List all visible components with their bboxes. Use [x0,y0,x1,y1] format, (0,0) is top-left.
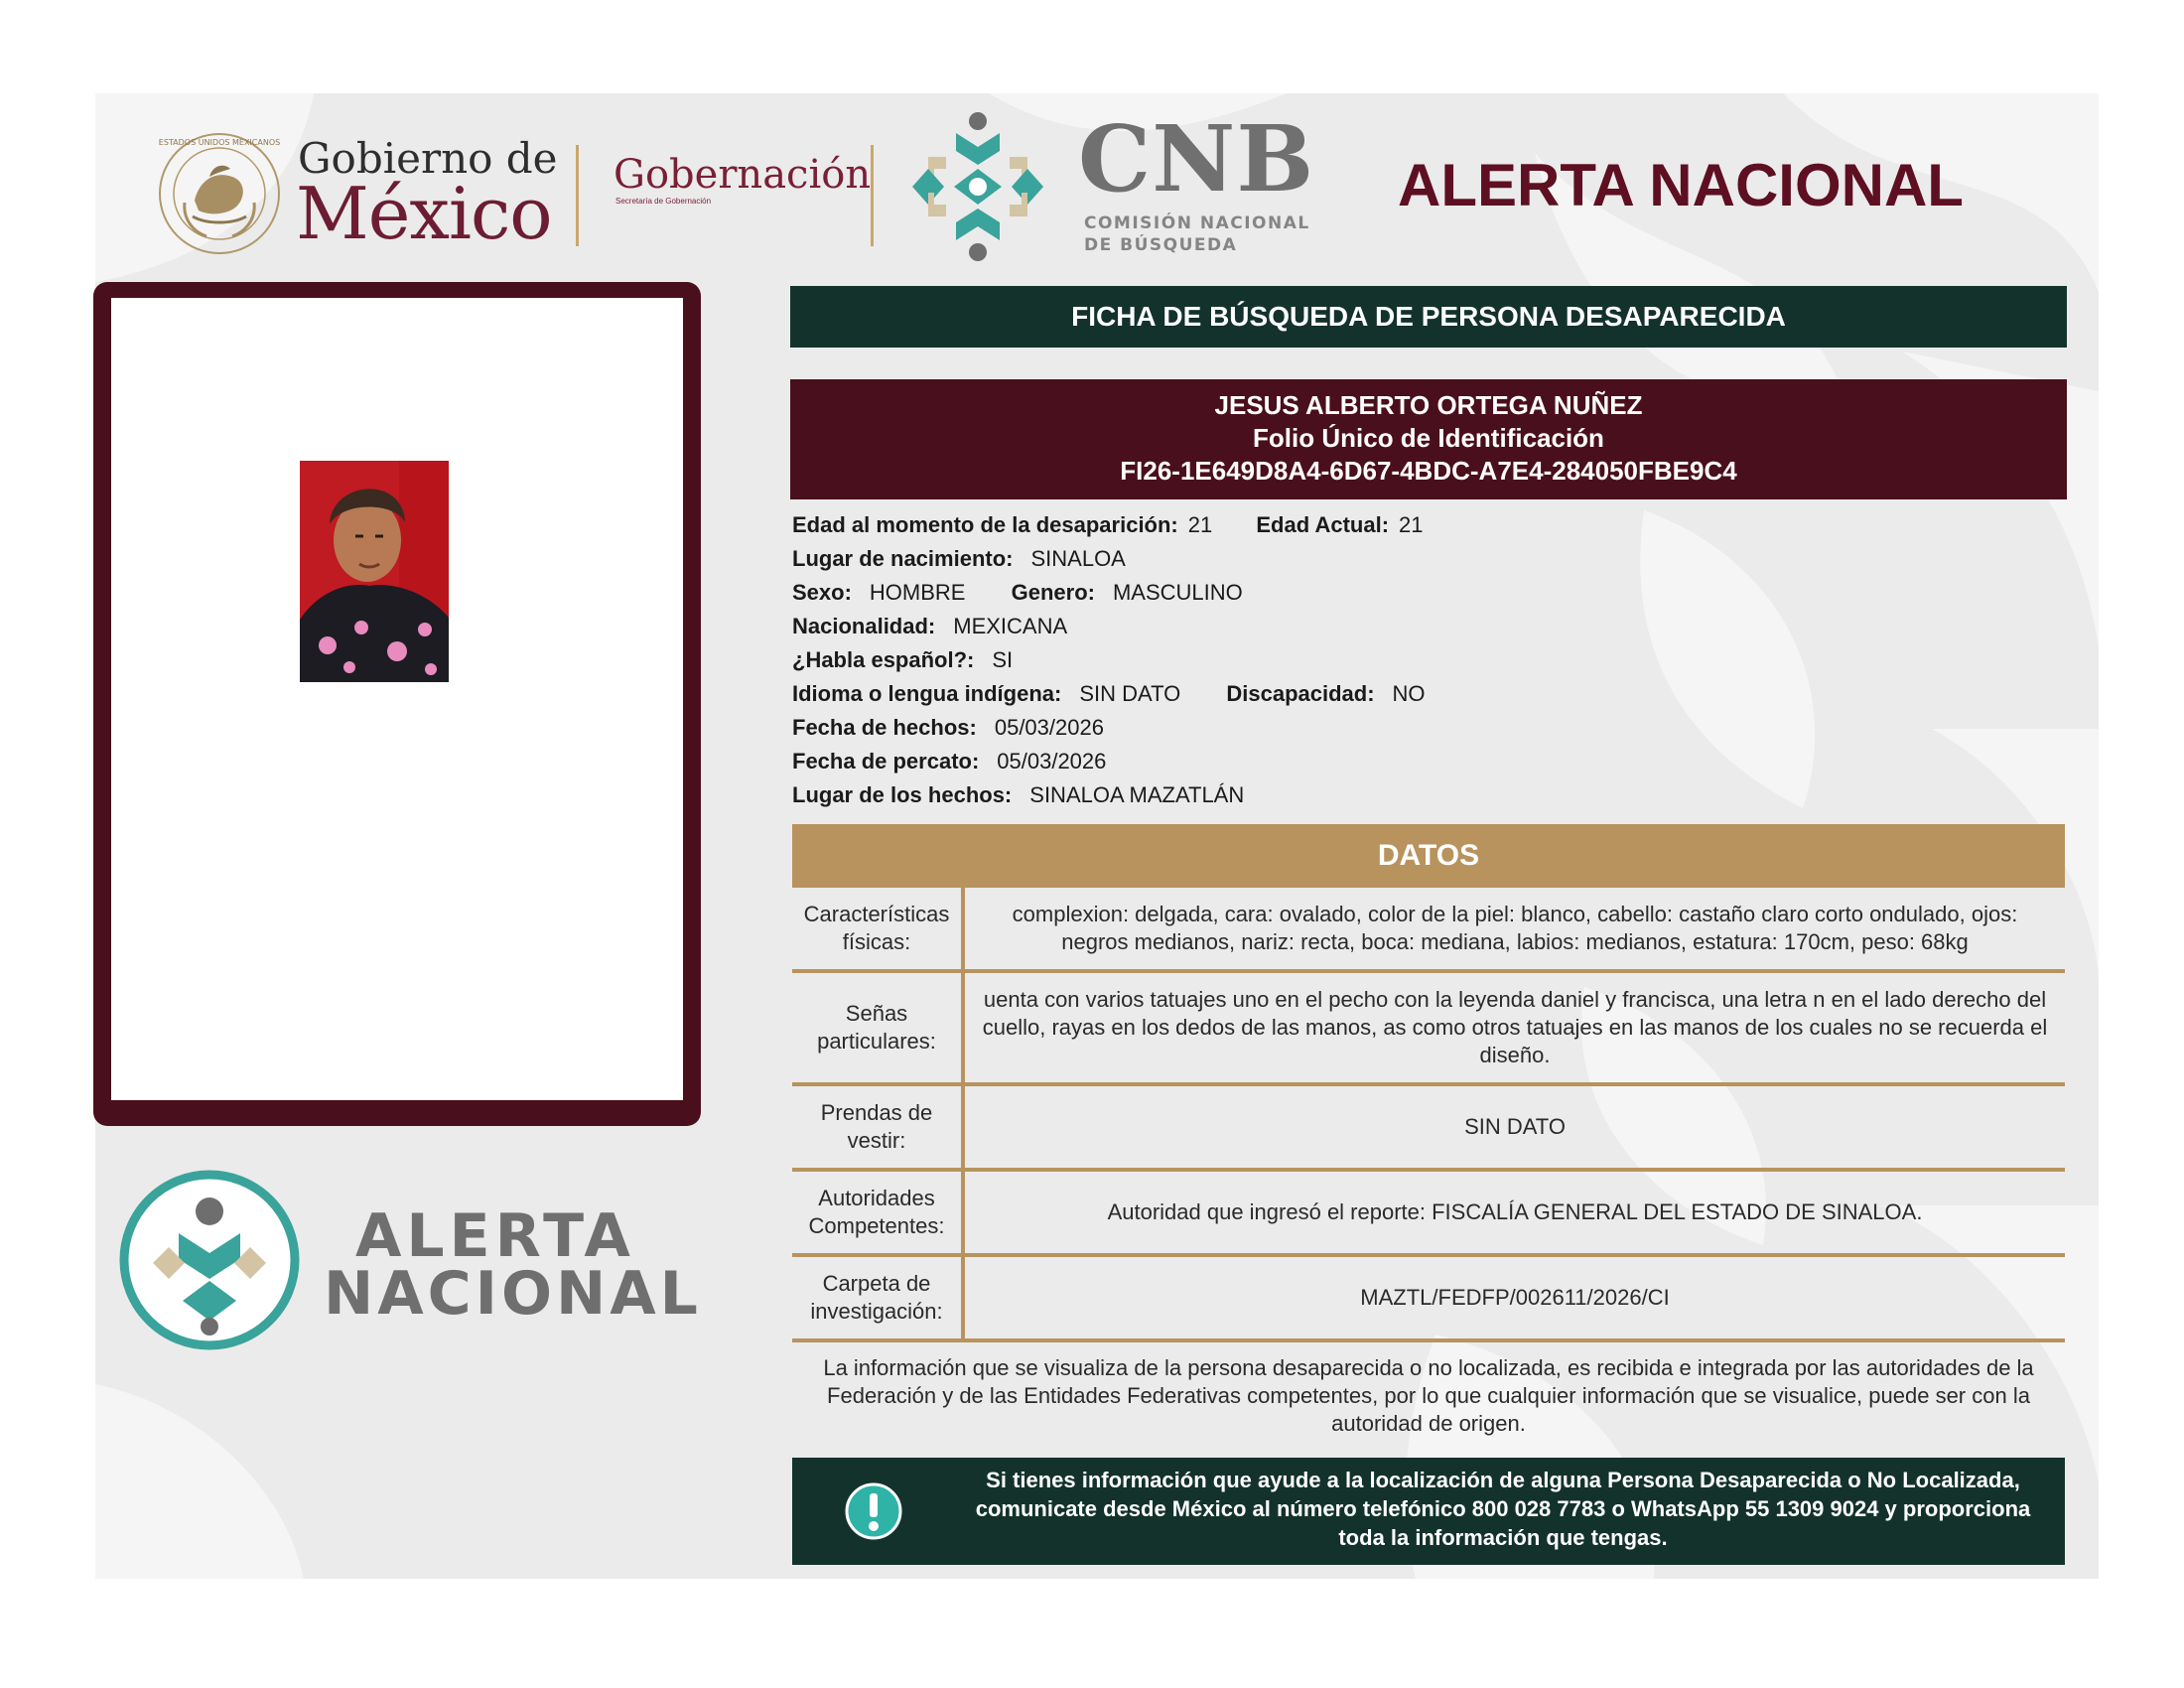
mexico-text: México [296,172,552,255]
header-separator [871,145,874,246]
table-row [792,973,2065,1086]
folio-value: FI26-1E649D8A4-6D67-4BDC-A7E4-284050FBE9C4 [1120,456,1737,486]
header-separator [576,145,579,246]
field-value: 05/03/2026 [994,715,1104,740]
gobernacion-subtitle: Secretaría de Gobernación [615,197,712,206]
person-name: JESUS ALBERTO ORTEGA NUÑEZ [1214,390,1643,420]
footer-logo-line1: ALERTA [355,1201,635,1271]
contact-text: Si tienes información que ayude a la localización de alguna Persona Desaparecida o No Localizada, comunicate desde México al número telefónico 800 028 7783 o WhatsApp 55 1309 9024 y proporciona toda la información que tengas. [975,1468,2031,1550]
cnb-acronym: CNB [1078,105,1315,212]
table-row-label: Prendas de vestir: [792,1086,965,1168]
exclamation-icon [844,1481,903,1541]
person-photo [300,461,449,682]
info-row-fecha-percato [792,749,1106,774]
table-row-label: Carpeta de investigación: [792,1257,965,1338]
info-row-nacionalidad [792,614,1067,639]
table-row-value: MAZTL/FEDFP/002611/2026/CI [1360,1285,1670,1310]
field-value: SI [992,647,1014,672]
field-label: Sexo: [792,580,852,605]
table-row [792,1257,2065,1342]
table-row-label: Señas particulares: [792,973,965,1082]
info-row-sexo [792,580,1243,606]
field-label: Fecha de hechos: [792,715,977,740]
table-row-value: complexion: delgada, cara: ovalado, color de la piel: blanco, cabello: castaño claro corto ondulado, ojos: negros medianos, nariz: recta, boca: mediana, labios: medianos, estatura: 170cm, peso: 68kg [1012,902,2018,954]
field-value: 21 [1399,512,1424,537]
field-label: Fecha de percato: [792,749,980,774]
footer-logo-line2: NACIONAL [324,1259,702,1329]
field-value: HOMBRE [869,580,966,605]
field-value: 05/03/2026 [997,749,1107,774]
field-value: SINALOA [1030,546,1126,571]
table-row [792,1086,2065,1172]
gobierno-de-text: Gobierno de [298,134,558,183]
contact-bar [792,1458,2065,1565]
field-label: Lugar de nacimiento: [792,546,1014,571]
field-label: Nacionalidad: [792,614,936,638]
svg-text:ESTADOS UNIDOS MEXICANOS: ESTADOS UNIDOS MEXICANOS [158,138,281,147]
cnb-name-line2: DE BÚSQUEDA [1084,235,1238,255]
table-row [792,1172,2065,1257]
national-emblem-icon [155,129,284,258]
field-value: NO [1392,681,1426,706]
table-row-value: SIN DATO [1464,1114,1566,1139]
info-row-idioma [792,681,1426,707]
field-label: Genero: [1011,580,1095,605]
ficha-title-bar: FICHA DE BÚSQUEDA DE PERSONA DESAPARECIDA [790,286,2067,348]
field-label: Discapacidad: [1226,681,1375,706]
table-row-label: Autoridades Competentes: [792,1172,965,1253]
field-label: ¿Habla español?: [792,647,975,672]
datos-header: DATOS [792,824,2065,888]
info-row-lugar-hechos [792,782,1244,808]
table-row-value: uenta con varios tatuajes uno en el pecho con la leyenda daniel y francisca, una letra n en el lado derecho del cuello, rayas en los dedos de las manos, as como otros tatuajes en las manos de los cuales no se recuerda el diseño. [982,987,2048,1067]
table-row-value: Autoridad que ingresó el reporte: FISCALÍA GENERAL DEL ESTADO DE SINALOA. [1107,1199,1923,1224]
field-label: Lugar de los hechos: [792,782,1013,807]
field-value: SIN DATO [1079,681,1181,706]
field-value: MASCULINO [1112,580,1243,605]
table-row [792,888,2065,973]
gobernacion-text: Gobernación [614,152,872,198]
photo-area [111,298,683,1100]
photo-frame [93,282,701,1126]
field-label: Idioma o lengua indígena: [792,681,1062,706]
info-row-habla-espanol [792,647,1013,673]
field-value: 21 [1187,512,1213,537]
table-row-label: Características físicas: [792,888,965,969]
field-label: Edad al momento de la desaparición: [792,512,1178,537]
alert-title: ALERTA NACIONAL [1398,152,1964,218]
cnb-name-line1: COMISIÓN NACIONAL [1084,213,1310,233]
info-row-fecha-hechos [792,715,1104,741]
info-row-edad [792,512,1424,538]
cnb-logo-icon [898,107,1057,266]
field-value: SINALOA MAZATLÁN [1029,782,1245,807]
folio-label: Folio Único de Identificación [1253,423,1604,453]
field-value: MEXICANA [953,614,1068,638]
disclaimer-text: La información que se visualiza de la persona desaparecida o no localizada, es recibida e integrada por las autoridades de la Federación y de las Entidades Federativas competentes, por lo que cualquier información que se visualice, puede ser con la autoridad de origen. [823,1355,2034,1436]
alerta-nacional-logo-icon [117,1168,302,1352]
identity-box [790,379,2067,499]
info-row-lugar-nacimiento [792,546,1126,572]
field-label: Edad Actual: [1256,512,1390,537]
